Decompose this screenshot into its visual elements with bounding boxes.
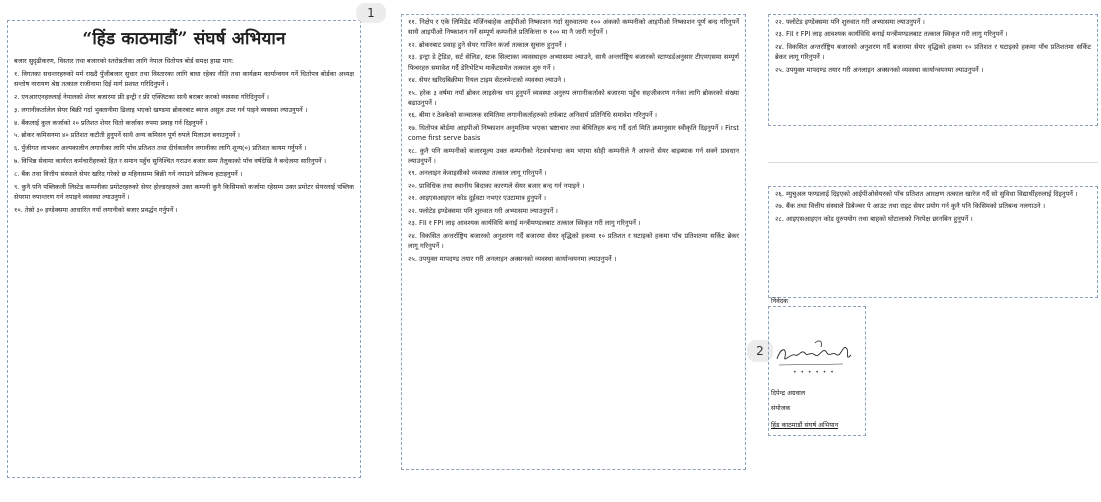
demand-item: ७. विभिन्न सेवामा कार्यरत कर्मचारीहरुको हित र समान पहुँच सुनिश्चित गराउन बजार सम्म तैलुकाको पाँच वर्षदेखि नै बन्देजमा सारिनुपर्ने ।: [14, 157, 327, 166]
page-divider: [768, 162, 1098, 163]
handwritten-signature: [773, 333, 857, 371]
request-label: निवेदक: [771, 297, 789, 305]
demand-item: २३. FII र FPI लाइ आवश्यक कार्यविधि बनाई मन्त्रीमण्डलबाट तत्काल स्विकृत गरी लागु गरिनुपर्ने ।: [775, 30, 1008, 39]
demand-item: ११. निक्षेप र एके लिमिडेड मर्जिनबाहेक आईपीओ निष्काशन गर्दा सुरुवातमा १०० अंकको कम्पनीको आइपीओ निष्काशन पूर्ण बन्द गरिनुपर्ने साथै आइपीओ निष्काशन गर्ने सम्पूर्ण कम्पनीले प्रतिकित्ता रु १०० मा नै जारी गर्नुपर्ने ।: [408, 18, 739, 37]
demand-item: २३. FII र FPI लाइ आवश्यक कार्यविधि बनाई मन्त्रीमण्डलबाट तत्काल स्विकृत गरी लागु गरिनुपर्ने ।: [408, 219, 641, 228]
demand-item: २४. विकसित अन्तर्राष्ट्रिय बजारको अनुशरण गर्दै बजारमा सेयर वृद्धिको हकमा १० प्रतिशत र घटाइको हकमा पाँच प्रतिशतमा सर्किट ब्रेकर लागू गरिनुपर्ने ।: [408, 231, 739, 251]
document-title: “हिंड काठमाडौं” संघर्ष अभियान: [82, 29, 286, 49]
demand-item: ९. कुनै पनि पब्लिकली लिस्टेड कम्पनीका प्रमोटरहरुको सेयर होल्डरहरुले उक्त कम्पनी कुनै किसिमको कर्जामा रहेसम्म उक्त प्रमोटर सेयरलाई पब्लिक सेयरमा रुपान्तरण गर्न नपाइने व्यवस्था ल्याउनुपर्ने ।: [14, 182, 354, 202]
demand-item: २२. फ्लोटेड इण्डेक्समा पनि शुरुवात गरी अभ्यासमा ल्याउनुपर्ने ।: [775, 18, 925, 26]
demand-item: १५. हरेक ३ वर्षमा नयाँ ब्रोकर लाइसेन्स थप हुनुपर्ने व्यवस्था अनुरुप लगानीकर्ताको बजारमा पहुँच सहजीकरण गर्नका लागि ब्रोकरको संख्या बढाउनुपर्ने ।: [408, 88, 739, 107]
signer-name: दिपेन्द्र अग्रवाल: [771, 389, 806, 397]
page-number-badge: 1: [356, 3, 386, 23]
demand-item: २४. विकसित अन्तर्राष्ट्रिय बजारको अनुशरण गर्दै बजारमा सेयर वृद्धिको हकमा १० प्रतिशत र घटाइको हकमा पाँच प्रतिशतमा सर्किट ब्रेकर लागू गरिनुपर्ने ।: [775, 42, 1091, 62]
demand-list-2: [408, 17, 739, 264]
demand-item: १४. सेयर खरिदबिक्रीमा रियल टाइम सेटलमेन्टको व्यवस्था ल्याउने ।: [408, 76, 566, 85]
demand-item: १७. धितोपत्र बोर्डमा आइपीओ निष्काशन अनुमतिमा भएका भ्रष्टाचार तथा बेथितिहरु बन्द गर्दै दर्ता मिति क्रमानुसार स्वीकृति दिइनुपर्ने । First come first serve basis: [408, 123, 739, 143]
page1-column-2: [401, 14, 746, 470]
demand-item: ८. बैंक तथा वित्तीय संस्थाले सेयर खरिद गरेको छ महिनासम्म बिक्री गर्न नपाउने प्रतिबन्ध हटाइनुपर्ने ।: [14, 169, 243, 178]
page1-column: [7, 20, 361, 478]
page2-column-top: [768, 14, 1098, 126]
demand-item: ५. ब्रोकर कमिसनमा ४० प्रतिशत कटौती हुनुपर्ने साथै अन्य कमिसन पूर्ण रुपले मिलाउन बनाउनुपर्ने ।: [14, 131, 240, 140]
demand-item: १६. बीमा र ठेक्केको सञ्चालक समितिमा लगानीकर्ताहरुको तर्फबाट अनिवार्य प्रतिनिधि समावेश गरिनुपर्ने ।: [408, 111, 658, 120]
demand-item: २१. आइएसआइएन कोड दुईवटा नभएर एउटामात्र हुनुपर्ने ।: [408, 194, 547, 203]
intro-text: बजार सुदृढीकरण, विस्तार तथा बजारको स्तरोन्नतीका लागि नेपाल धितोपत्र बोर्ड समक्ष हाम्रा माग:: [14, 57, 234, 65]
demand-item: २. एनआरएनहरुलाई नेपालको शेयर बजारमा फ्री इन्ट्री र फ्री एक्जिटका साथै बराबर करको व्यवस्था गरिदिनुपर्ने ।: [14, 93, 269, 102]
demand-item: १९. अनलाइन केवाइसीको व्यवस्था तत्काल लागू गरिनुपर्ने ।: [408, 169, 547, 178]
demand-item: २२. फ्लोटेड इण्डेक्समा पनि शुरुवात गरी अभ्यासमा ल्याउनुपर्ने ।: [408, 206, 558, 215]
demand-item: २६. म्युचुअल फण्डलाई दिइएको आईपीओसेयरको पाँच प्रतिशत आरक्षण तत्काल खारेज गर्दै सो सुविधा विद्यार्थीहरुलाई दिइनुपर्ने ।: [775, 190, 1078, 198]
page-number-badge: 2: [747, 340, 773, 362]
demand-item: २०. प्राविधिक तथा स्थानीय बिदाका कारणले सेयर बजार बन्द गर्न नपाइने ।: [408, 181, 585, 190]
signer-role: संयोजक: [771, 404, 791, 412]
demand-item: १३. इन्ट्रा डे ट्रेडिङ, सर्ट सेलिङ, स्टक सिल्टाका व्यवस्थाहरु अभ्यासमा ल्याउने, साथै अन्तर्राष्ट्रिय बजारको स्टाण्डर्डअनुसार टीएमएसमा सम्पूर्ण फिचरहरु समावेश गर्दै डेरिभेटिभ मार्केटसमेत तत्काल शुरु गर्ने ।: [408, 53, 739, 72]
page2-column-middle: [768, 186, 1098, 298]
demand-item: १. विगतका सधन्तरहरुको मर्म राख्दै पुँजीबजार सुधार तथा विस्तारका लागि बाधा रहेका नीति तथा कार्यक्रम कार्यान्वयन गर्ने धितोपत्र बोर्डका अध्यक्ष सन्तोष नारायण श्रेष्ठ तत्काल राजीनामा दिई मार्ग प्रशस्त गरिदिनुपर्ने ।: [14, 69, 354, 89]
signature-dots: • • • • • •: [793, 369, 835, 376]
demand-item: ४. बैंकलाई कुल कर्जाको २० प्रतिशत शेयर धितो कर्जाका रुपमा प्रवाह गर्न दिइनुपर्ने ।: [14, 118, 208, 127]
signature-block: [768, 297, 866, 436]
demand-item: २५. उपयुक्त मापदण्ड तयार गरी अनलाइन अक्सनको व्यवस्था कार्यान्वयनमा ल्याउनुपर्ने ।: [408, 254, 617, 263]
demand-item: २८. आइएसआइएन कोड दुरुपयोग तथा बाहको घोटालाको निरपेक्ष छानबिन हुनुपर्ने ।: [775, 214, 973, 223]
signer-organization: हिंड काठमाडौं संघर्ष अभियान: [771, 421, 839, 429]
demand-item: १०. तेस्रो ३० इण्डेक्समा आधारित नयाँ लगानीको बजार प्रवर्द्धन गर्नुपर्ने ।: [14, 205, 178, 214]
demand-list-1: [14, 69, 354, 216]
demand-item: २५. उपयुक्त मापदण्ड तयार गरी अनलाइन अक्सनको व्यवस्था कार्यान्वयनमा ल्याउनुपर्ने ।: [775, 65, 984, 74]
demand-item: २७. बैंक तथा वित्तीय संस्थाले डिबेञ्चर पे आउट तथा राइट सेयर प्रयोग गर्न कुनै पनि किसिमको प्रतिबन्ध नलगाउने ।: [775, 202, 1046, 211]
demand-item: १२. ब्रोकरबाट प्रवाह हुने सेयर गाजिन कर्जा तत्काल सुचारु हुनुपर्ने ।: [408, 40, 567, 49]
demand-item: ३. लगानीकर्तालेल सेयर बिक्री गर्दा भुक्तानीमा ढिलाइ भएको खण्डमा ब्रोकरबाट ब्याज असुल उपर गर्न पाइने व्यवस्था ल्याउनुपर्ने ।: [14, 105, 308, 114]
demand-item: ६. पुँजीगत लाभकर अल्पकालीन लगानीका लागि पाँच प्रतिशत तथा दीर्घकालीन लगानीका लागि शून्य(०) प्रतिशत कायम गर्नुपर्ने ।: [14, 144, 307, 153]
demand-item: १८. कुनै पनि कम्पनीको बजारमूल्य उक्त कम्पनीको नेटवर्थभन्दा कम भएमा सोही कम्पनीले नै आफ्नो सेयर बाइब्याक गर्न सक्ने प्रावधान ल्याउनुपर्ने ।: [408, 146, 739, 165]
